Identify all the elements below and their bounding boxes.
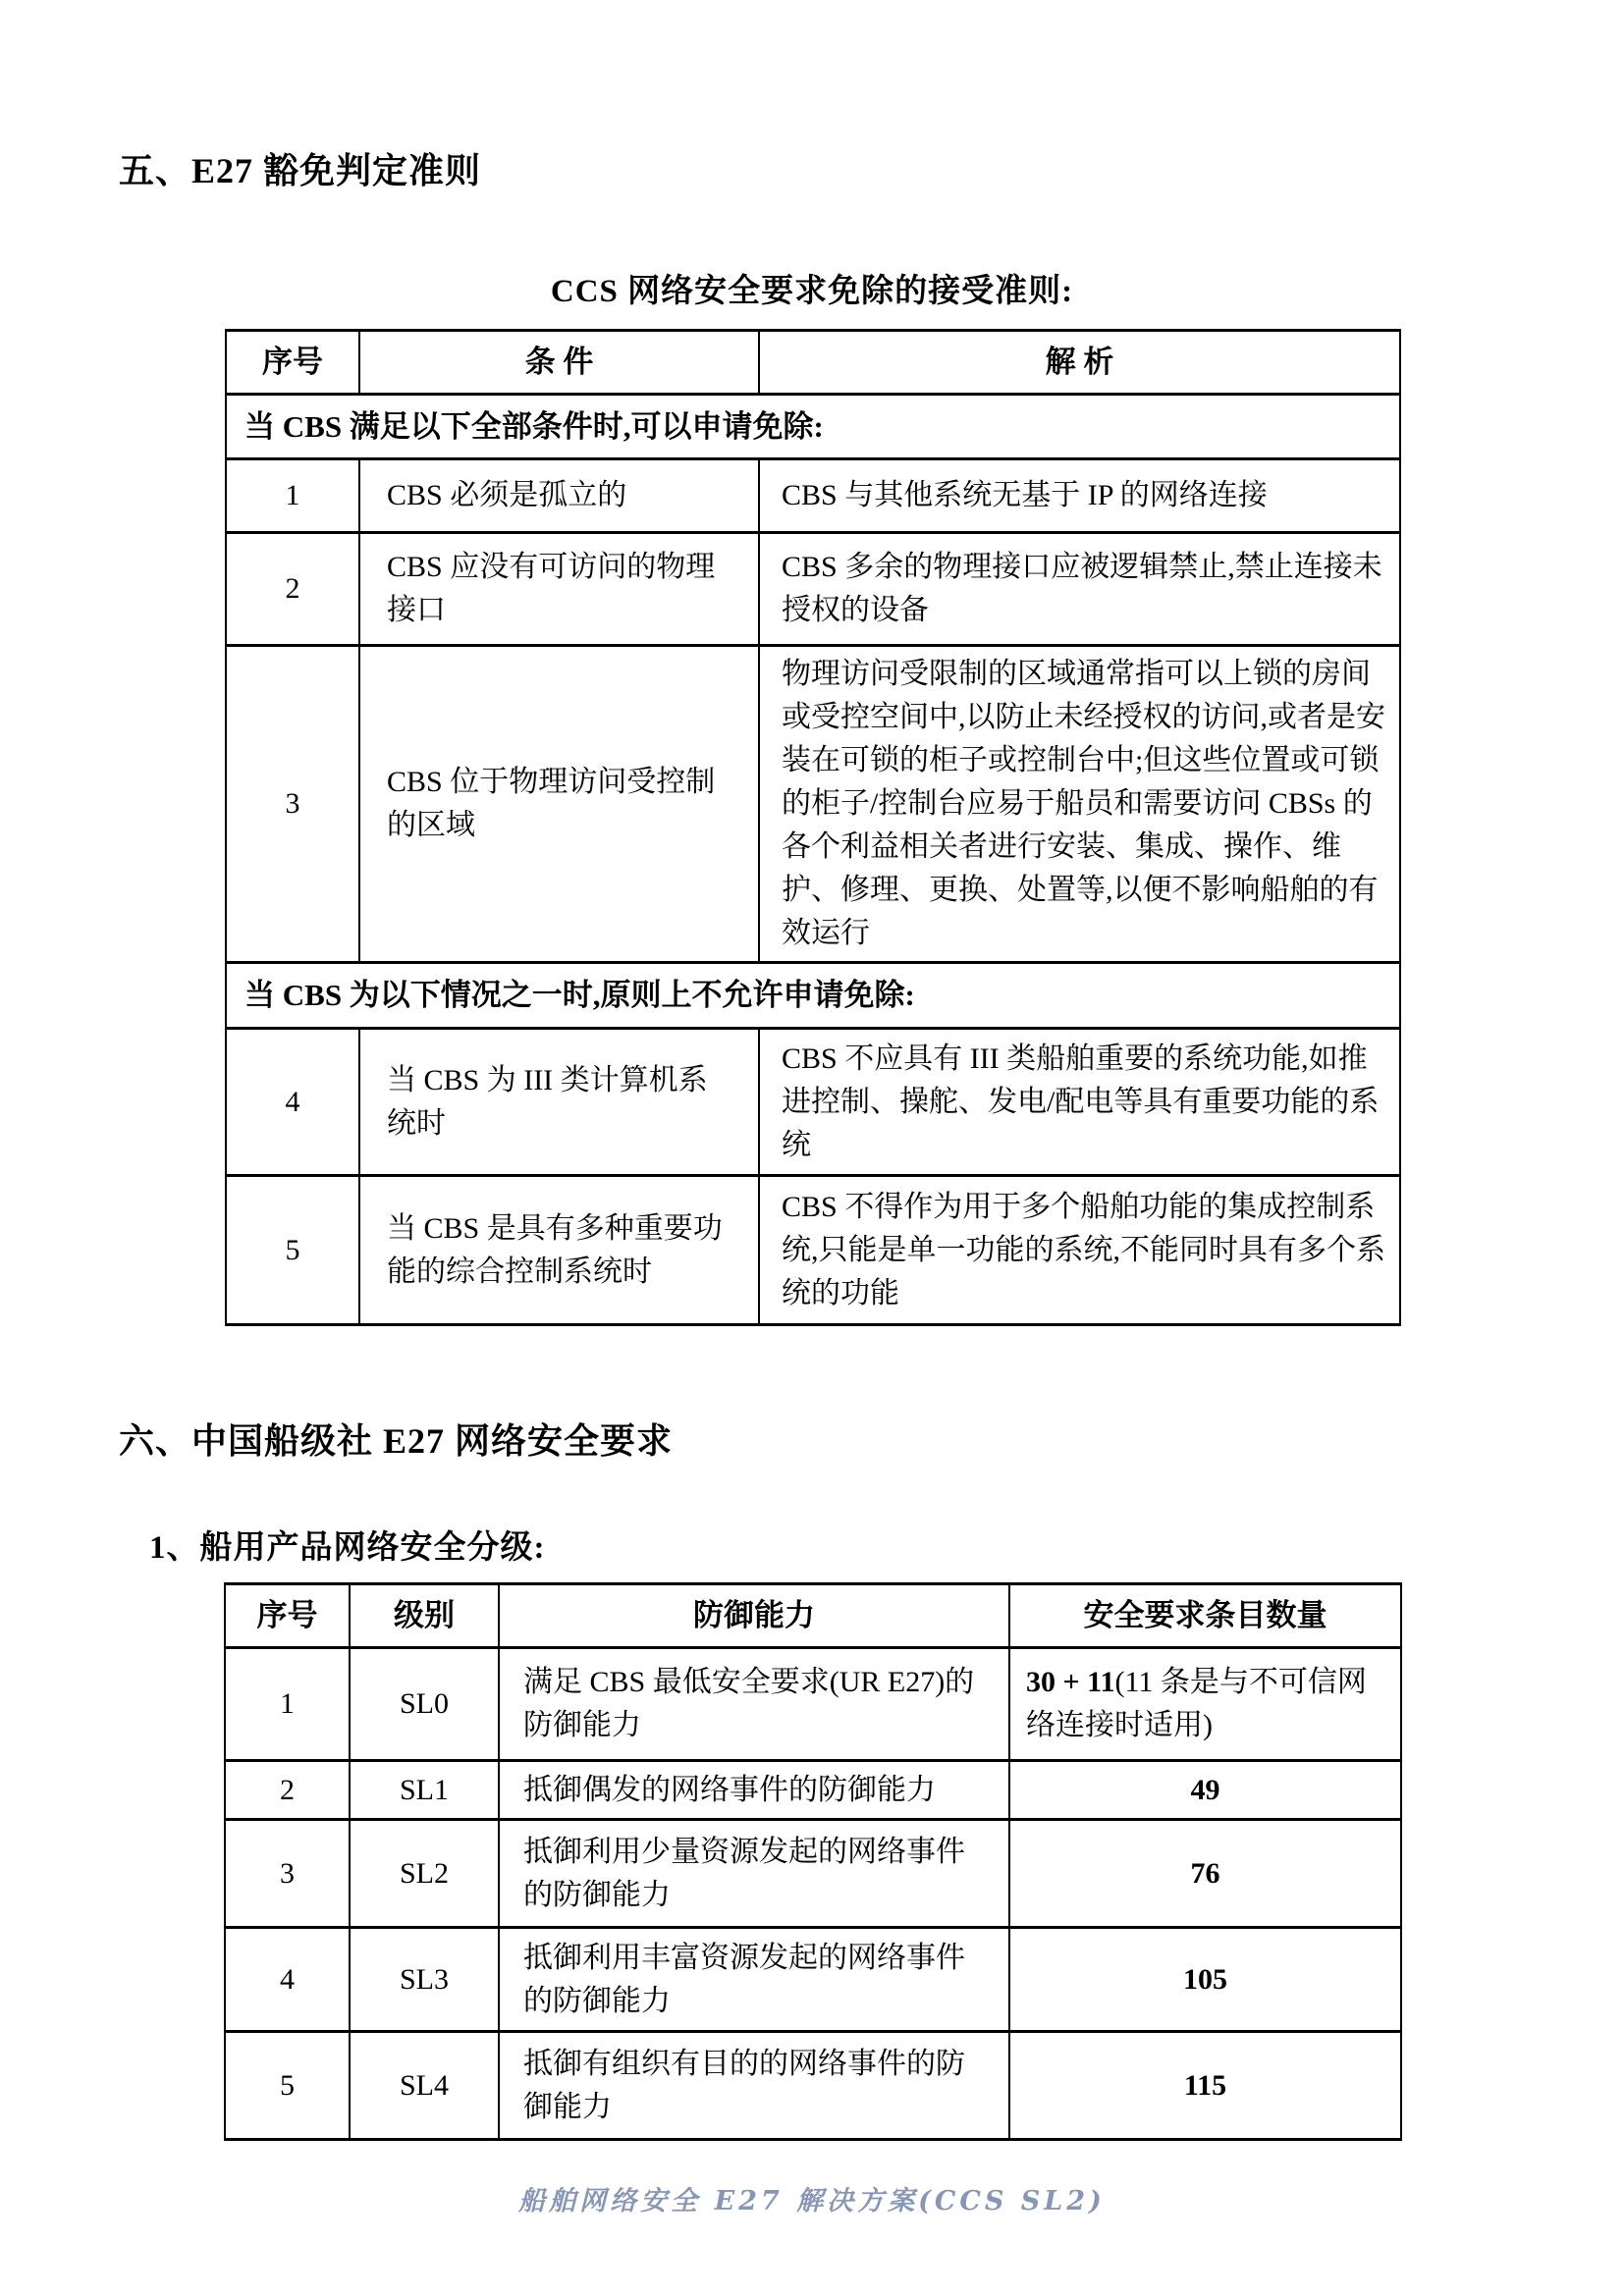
table-row bbox=[225, 1648, 1401, 1761]
condition-cell: CBS 必须是孤立的 bbox=[359, 459, 759, 533]
analysis-cell: CBS 与其他系统无基于 IP 的网络连接 bbox=[759, 459, 1400, 533]
row-number: 5 bbox=[226, 1176, 359, 1325]
table-row bbox=[226, 646, 1400, 963]
row-number: 2 bbox=[225, 1761, 350, 1820]
table-row bbox=[225, 1928, 1401, 2032]
table1-title: CCS 网络安全要求免除的接受准则: bbox=[550, 274, 1074, 309]
count-cell: 49 bbox=[1009, 1761, 1401, 1820]
condition-cell: 当 CBS 是具有多种重要功能的综合控制系统时 bbox=[359, 1176, 759, 1325]
count-cell: 76 bbox=[1009, 1820, 1401, 1928]
section-6-heading: 六、中国船级社 E27 网络安全要求 bbox=[119, 1421, 674, 1461]
table2-header-no: 序号 bbox=[225, 1584, 350, 1648]
subsection-1-heading: 1、船用产品网络安全分级: bbox=[149, 1530, 546, 1566]
capability-cell: 抵御有组织有目的的网络事件的防御能力 bbox=[499, 2032, 1009, 2140]
row-number: 2 bbox=[226, 533, 359, 646]
section-5-heading: 五、E27 豁免判定准则 bbox=[119, 151, 482, 190]
table-row bbox=[226, 459, 1400, 533]
condition-cell: CBS 位于物理访问受控制的区域 bbox=[359, 646, 759, 963]
row-number: 4 bbox=[226, 1029, 359, 1176]
table-row bbox=[226, 1176, 1400, 1325]
analysis-cell: 物理访问受限制的区域通常指可以上锁的房间或受控空间中,以防止未经授权的访问,或者是安装在可锁的柜子或控制台中;但这些位置或可锁的柜子/控制台应易于船员和需要访问 CBSs 的各个利益相关者进行安装、集成、操作、维护、修理、更换、处置等,以便不影响船舶的有效运行 bbox=[759, 646, 1400, 963]
count-cell bbox=[1009, 1648, 1401, 1761]
table-row bbox=[225, 2032, 1401, 2140]
table1-header-row bbox=[226, 331, 1400, 395]
count-cell: 105 bbox=[1009, 1928, 1401, 2032]
table2-header-level: 级别 bbox=[350, 1584, 499, 1648]
table1-section-b-row bbox=[226, 963, 1400, 1029]
row-number: 5 bbox=[225, 2032, 350, 2140]
table-row bbox=[226, 533, 1400, 646]
level-cell: SL0 bbox=[350, 1648, 499, 1761]
row-number: 1 bbox=[226, 459, 359, 533]
table-row bbox=[226, 1029, 1400, 1176]
table2-header-capability: 防御能力 bbox=[499, 1584, 1009, 1648]
table1-header-analysis: 解 析 bbox=[759, 331, 1400, 395]
analysis-cell: CBS 不应具有 III 类船舶重要的系统功能,如推进控制、操舵、发电/配电等具有重要功能的系统 bbox=[759, 1029, 1400, 1176]
table2-header-row bbox=[225, 1584, 1401, 1648]
table-row bbox=[225, 1761, 1401, 1820]
table1-header-no: 序号 bbox=[226, 331, 359, 395]
table1-section-a-text: 当 CBS 满足以下全部条件时,可以申请免除: bbox=[226, 395, 1400, 459]
level-cell: SL2 bbox=[350, 1820, 499, 1928]
exemption-criteria-table bbox=[225, 329, 1401, 1326]
table2-header-count: 安全要求条目数量 bbox=[1009, 1584, 1401, 1648]
count-value: 30 + 11 bbox=[1026, 1666, 1115, 1698]
capability-cell: 抵御偶发的网络事件的防御能力 bbox=[499, 1761, 1009, 1820]
count-note: (11 条是与不可信网络连接时适用) bbox=[1026, 1666, 1367, 1741]
analysis-cell: CBS 不得作为用于多个船舶功能的集成控制系统,只能是单一功能的系统,不能同时具有多个系统的功能 bbox=[759, 1176, 1400, 1325]
row-number: 4 bbox=[225, 1928, 350, 2032]
row-number: 3 bbox=[225, 1820, 350, 1928]
capability-cell: 满足 CBS 最低安全要求(UR E27)的防御能力 bbox=[499, 1648, 1009, 1761]
count-cell: 115 bbox=[1009, 2032, 1401, 2140]
row-number: 1 bbox=[225, 1648, 350, 1761]
table1-section-a-row bbox=[226, 395, 1400, 459]
capability-cell: 抵御利用丰富资源发起的网络事件的防御能力 bbox=[499, 1928, 1009, 2032]
level-cell: SL3 bbox=[350, 1928, 499, 2032]
page-footer: 船舶网络安全 E27 解决方案(CCS SL2) bbox=[518, 2186, 1106, 2216]
level-cell: SL1 bbox=[350, 1761, 499, 1820]
row-number: 3 bbox=[226, 646, 359, 963]
condition-cell: 当 CBS 为 III 类计算机系统时 bbox=[359, 1029, 759, 1176]
table1-header-condition: 条 件 bbox=[359, 331, 759, 395]
analysis-cell: CBS 多余的物理接口应被逻辑禁止,禁止连接未授权的设备 bbox=[759, 533, 1400, 646]
condition-cell: CBS 应没有可访问的物理接口 bbox=[359, 533, 759, 646]
table-row bbox=[225, 1820, 1401, 1928]
level-cell: SL4 bbox=[350, 2032, 499, 2140]
capability-cell: 抵御利用少量资源发起的网络事件的防御能力 bbox=[499, 1820, 1009, 1928]
security-level-table bbox=[224, 1582, 1402, 2141]
table1-section-b-text: 当 CBS 为以下情况之一时,原则上不允许申请免除: bbox=[226, 963, 1400, 1029]
